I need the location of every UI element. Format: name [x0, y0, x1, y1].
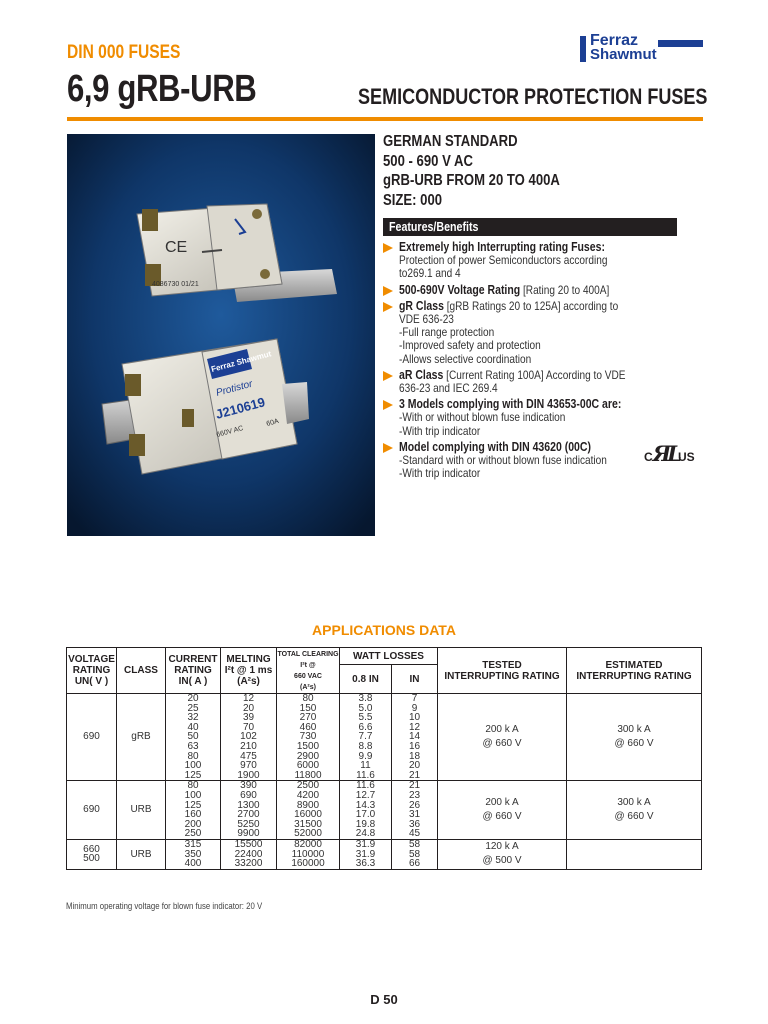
cell-melting-value: 22400: [234, 848, 263, 860]
logo-line2: Shawmut: [590, 46, 657, 63]
cell-wlin-value: 31: [408, 809, 421, 821]
cell-wl08-value: 5.0: [358, 702, 373, 714]
cell-current-value: 40: [187, 721, 199, 733]
cell-current-value: 80: [187, 750, 199, 762]
spec-size: SIZE: 000: [383, 191, 443, 209]
cell-voltage-value: 660: [83, 843, 100, 855]
cell-clearing: [277, 839, 340, 869]
cell-current-value: 315: [184, 838, 202, 850]
cell-melting-value: 9900: [237, 828, 260, 840]
svg-text:CE: CE: [165, 239, 188, 256]
arrow-icon: [383, 302, 393, 312]
cell-current-value: 160: [184, 809, 202, 821]
cell-melting-value: 20: [242, 702, 255, 714]
header-wl-in: IN: [392, 665, 438, 694]
cell-tested: [438, 781, 567, 840]
company-logo: [580, 32, 703, 64]
cell-estimated-value: 300 k A: [617, 797, 651, 809]
cell-wl08-value: 24.8: [355, 828, 376, 840]
header-voltage: VOLTAGE RATING UN( V ): [67, 648, 117, 694]
arrow-icon: [383, 371, 393, 381]
product-photo: [67, 134, 375, 536]
page-number: D 50: [370, 992, 398, 1007]
cell-clearing-value: 4200: [296, 789, 320, 801]
cell-melting-value: 39: [242, 712, 255, 724]
feature-item: 3 Models complying with DIN 43653-00C are: -With or without blown fuse indication -With trip indicator: [383, 398, 683, 438]
spec-voltage: 500 - 690 V AC: [383, 152, 473, 170]
cell-wlin-value: 14: [408, 731, 421, 743]
cell-wl08: [340, 694, 392, 781]
cell-wl08-value: 19.8: [355, 818, 376, 830]
logo-line1: Ferraz: [590, 32, 639, 49]
cell-wl08-value: 11.6: [356, 769, 375, 781]
arrow-icon: [383, 286, 393, 296]
cell-wl08: [340, 839, 392, 869]
cell-clearing-value: 150: [299, 702, 317, 714]
applications-title: APPLICATIONS DATA: [312, 622, 456, 638]
cell-current-value: 32: [187, 712, 199, 724]
cell-wlin-value: 36: [408, 818, 421, 830]
cell-melting-value: 33200: [234, 858, 263, 870]
table-row: [67, 694, 702, 781]
arrow-icon: [383, 243, 393, 253]
cell-wlin-value: 21: [408, 769, 421, 781]
cell-current-value: 250: [184, 828, 202, 840]
cell-class: URB: [117, 781, 166, 840]
cell-wlin-value: 12: [408, 721, 421, 733]
spec-standard: GERMAN STANDARD: [383, 133, 518, 150]
page-title: 6,9 gRB-URB: [67, 68, 257, 110]
header-wl-08: 0.8 IN: [340, 665, 392, 694]
cell-wlin-value: 9: [411, 702, 418, 714]
cell-melting: [221, 839, 277, 869]
cell-tested: [438, 694, 567, 781]
logo-block: [658, 40, 703, 47]
series-label: DIN 000 FUSES: [67, 42, 181, 63]
cell-melting: [221, 781, 277, 840]
cell-voltage-value: 690: [83, 804, 100, 816]
feature-item: aR Class [Current Rating 100A] According to VDE 636-23 and IEC 269.4: [383, 369, 683, 395]
cell-current: [166, 781, 221, 840]
arrow-icon: [383, 443, 393, 453]
cell-clearing-value: 160000: [291, 858, 325, 870]
cell-melting-value: 5250: [237, 818, 260, 830]
cell-wlin-value: 20: [408, 760, 421, 772]
header-tested: TESTED INTERRUPTING RATING: [438, 648, 567, 694]
cell-clearing-value: 80: [302, 693, 314, 704]
header-estimated: ESTIMATED INTERRUPTING RATING: [567, 648, 702, 694]
cell-clearing-value: 1500: [296, 740, 320, 752]
cell-clearing-value: 730: [299, 731, 317, 743]
cell-wl08-value: 9.9: [358, 750, 373, 762]
cell-current-value: 200: [184, 818, 202, 830]
cell-clearing-value: 8900: [296, 799, 320, 811]
cell-clearing-value: 2500: [296, 780, 320, 792]
cell-wlin-value: 45: [408, 828, 421, 840]
cell-current-value: 20: [187, 693, 199, 704]
cell-wl08-value: 3.8: [358, 693, 373, 704]
cell-estimated: [567, 839, 702, 869]
fuse2-marking-voltage: 660V AC: [215, 425, 245, 439]
cell-melting-value: 70: [242, 721, 255, 733]
cell-voltage-value: 500: [83, 853, 100, 865]
cell-melting-value: 12: [242, 693, 255, 704]
header-melting: MELTING I²t @ 1 ms (A²s): [221, 648, 277, 694]
cell-wl08-value: 11.6: [356, 780, 375, 792]
arrow-icon: [383, 400, 393, 410]
cell-voltage: [67, 694, 117, 781]
cell-wl08-value: 5.5: [358, 712, 373, 724]
cell-clearing: [277, 781, 340, 840]
cell-estimated-value: @ 660 V: [614, 738, 654, 750]
cell-clearing-value: 110000: [291, 848, 325, 860]
cell-class: gRB: [117, 694, 166, 781]
cell-wl08-value: 8.8: [358, 740, 373, 752]
fuse2-marking-current: 60A: [265, 417, 280, 428]
cell-melting-value: 690: [240, 789, 257, 801]
cell-estimated: [567, 781, 702, 840]
header-rule: [67, 117, 703, 121]
feature-item: gR Class [gRB Ratings 20 to 125A] according to VDE 636-23 -Full range protection -Improved safety and protection -Allows selective coordination: [383, 300, 683, 366]
header-watt-losses: WATT LOSSES: [340, 648, 438, 665]
cell-current-value: 100: [184, 789, 202, 801]
cell-clearing-value: 52000: [294, 828, 322, 840]
cell-wlin-value: 16: [408, 740, 421, 752]
cell-wlin: [392, 781, 438, 840]
page-subtitle: SEMICONDUCTOR PROTECTION FUSES: [358, 84, 708, 109]
cell-wlin-value: 26: [408, 799, 421, 811]
cell-wlin-value: 23: [408, 789, 421, 801]
cell-wl08-value: 7.7: [358, 731, 373, 743]
cell-tested-value: 120 k A: [485, 841, 519, 853]
cell-voltage-value: 690: [83, 731, 100, 743]
cell-wlin-value: 58: [408, 848, 421, 860]
cell-melting-value: 475: [240, 750, 257, 762]
cell-voltage: [67, 839, 117, 869]
applications-table: [66, 647, 701, 870]
cell-estimated: [567, 694, 702, 781]
logo-bar: [580, 36, 586, 62]
cell-clearing-value: 31500: [294, 818, 322, 830]
cell-wlin-value: 21: [408, 780, 421, 792]
cell-wl08-value: 6.6: [358, 721, 373, 733]
cell-clearing-value: 11800: [294, 769, 322, 781]
cell-current: [166, 694, 221, 781]
cell-current-value: 63: [187, 740, 199, 752]
fuse2-marking-model: Protistor: [214, 378, 254, 399]
feature-item: Model complying with DIN 43620 (00C) -Standard with or without blown fuse indication -With trip indicator: [383, 441, 683, 481]
table-body: [67, 694, 702, 870]
header-class: CLASS: [117, 648, 166, 694]
cell-clearing-value: 270: [299, 712, 317, 724]
features-header: Features/Benefits: [383, 218, 677, 236]
spec-list: [383, 132, 599, 210]
cell-wl08-value: 12.7: [355, 789, 376, 801]
fuse2-marking-code: J210619: [213, 394, 267, 422]
cell-wl08-value: 31.9: [355, 848, 376, 860]
cell-wlin-value: 58: [408, 838, 421, 850]
cell-wlin: [392, 694, 438, 781]
table-row: [67, 839, 702, 869]
cell-class: URB: [117, 839, 166, 869]
cell-current-value: 400: [184, 858, 202, 870]
cell-melting-value: 210: [240, 740, 257, 752]
ul-certification-icon: CЯLUS: [644, 441, 695, 466]
cell-tested-value: 200 k A: [485, 724, 519, 736]
cell-wl08-value: 36.3: [355, 858, 376, 870]
cell-melting-value: 15500: [234, 838, 263, 850]
header-clearing: TOTAL CLEARING I²t @ 660 VAC (A²s): [277, 648, 340, 694]
cell-wl08-value: 14.3: [355, 799, 376, 811]
cell-melting-value: 390: [240, 780, 257, 792]
cell-clearing-value: 2900: [296, 750, 320, 762]
cell-wl08: [340, 781, 392, 840]
cell-tested-value: @ 660 V: [482, 811, 522, 823]
cell-estimated-value: 300 k A: [617, 724, 651, 736]
cell-current-value: 125: [184, 799, 202, 811]
feature-item: 500-690V Voltage Rating [Rating 20 to 400A]: [383, 284, 683, 297]
header-current: CURRENT RATING IN( A ): [166, 648, 221, 694]
cell-wlin-value: 18: [408, 750, 421, 762]
fuse1-marking: 4086730 01/21: [152, 281, 199, 288]
footnote: Minimum operating voltage for blown fuse indicator: 20 V: [66, 901, 263, 912]
cell-melting: [221, 694, 277, 781]
cell-tested: [438, 839, 567, 869]
feature-item: Extremely high Interrupting rating Fuses: Protection of power Semiconductors according to269.1 and 4: [383, 241, 683, 281]
cell-clearing-value: 82000: [294, 838, 322, 850]
cell-wlin: [392, 839, 438, 869]
cell-estimated-value: @ 660 V: [614, 811, 654, 823]
table-row: [67, 781, 702, 840]
cell-wlin-value: 7: [411, 693, 418, 704]
cell-wlin-value: 66: [408, 858, 421, 870]
cell-melting-value: 970: [240, 760, 257, 772]
fuse2-brand: Ferraz Shawmut: [210, 349, 273, 374]
cell-melting-value: 1300: [237, 799, 260, 811]
cell-tested-value: 200 k A: [485, 797, 519, 809]
cell-current-value: 100: [184, 760, 202, 772]
cell-current-value: 80: [187, 780, 199, 792]
cell-wl08-value: 17.0: [355, 809, 376, 821]
cell-clearing-value: 16000: [294, 809, 322, 821]
cell-current-value: 25: [187, 702, 199, 714]
cell-tested-value: @ 660 V: [482, 738, 522, 750]
cell-melting-value: 2700: [237, 809, 260, 821]
cell-melting-value: 102: [240, 731, 257, 743]
cell-current-value: 50: [187, 731, 199, 743]
cell-current-value: 125: [184, 769, 202, 781]
cell-wlin-value: 10: [408, 712, 421, 724]
spec-range: gRB-URB FROM 20 TO 400A: [383, 172, 560, 189]
cell-clearing-value: 6000: [296, 760, 320, 772]
cell-clearing-value: 460: [299, 721, 317, 733]
cell-wl08-value: 11: [360, 760, 371, 772]
cell-wl08-value: 31.9: [355, 838, 376, 850]
cell-voltage: [67, 781, 117, 840]
cell-current: [166, 839, 221, 869]
cell-tested-value: @ 500 V: [482, 855, 522, 867]
cell-current-value: 350: [184, 848, 202, 860]
features-list: [383, 241, 683, 483]
cell-melting-value: 1900: [237, 769, 260, 781]
cell-clearing: [277, 694, 340, 781]
